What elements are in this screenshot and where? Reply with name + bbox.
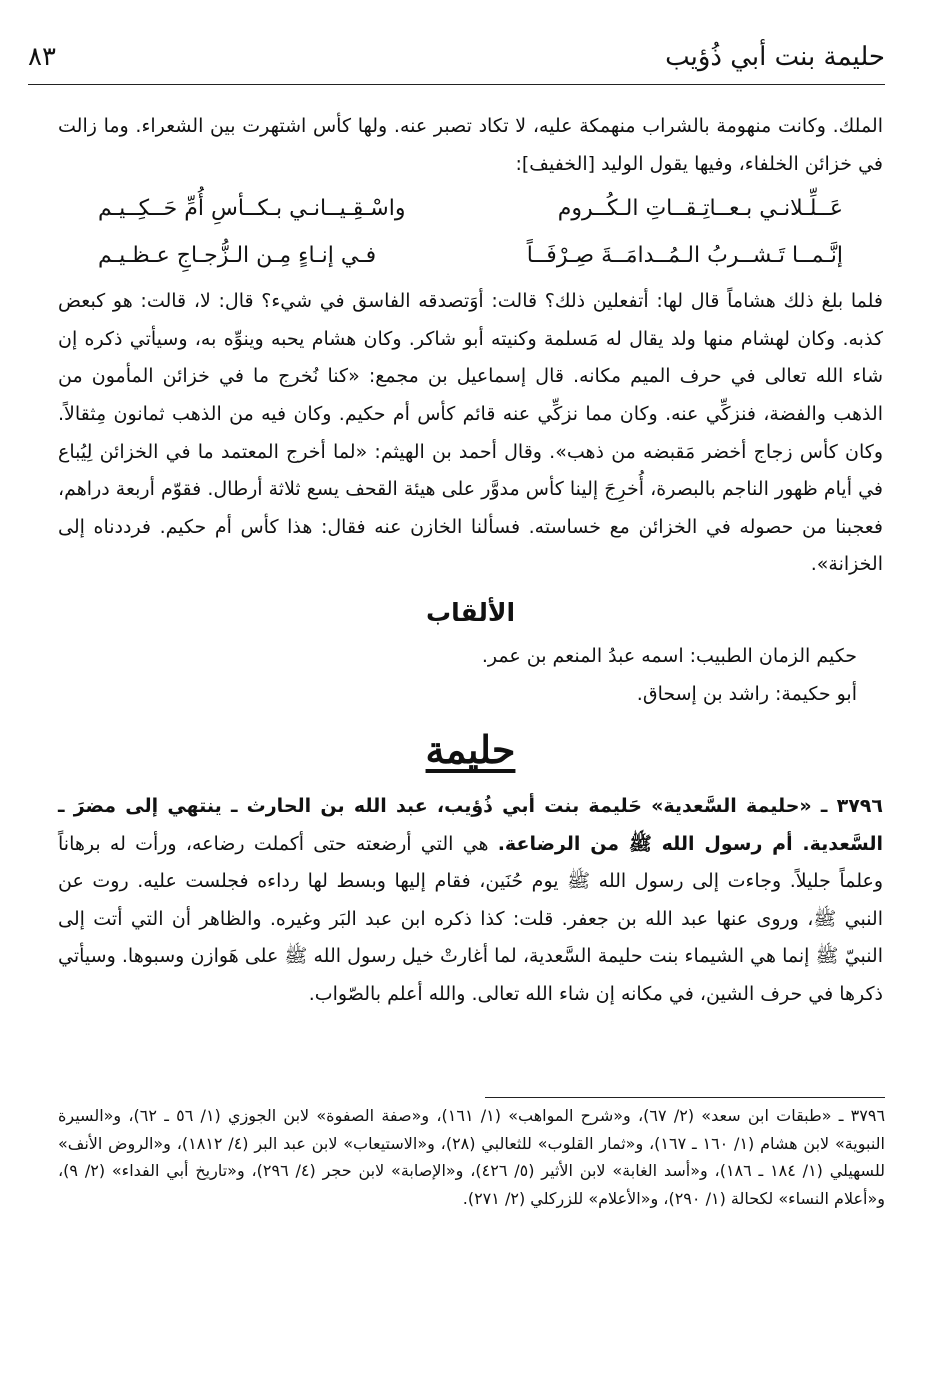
entry-text: هي التي أرضعته حتى أكملت رضاعه، ورأت له برهاناً وعلماً جليلاً. وجاءت إلى رسول الله ﷺ يوم حُنَين، فقام إليها وبسط لها رداءه فجلست عليه. روت عن النبي ﷺ، وروى عنها عبد الله بن جعفر. قلت: كذا ذكره ابن عبد البَر وغيره. والظاهر أن التي أتت إلى النبيّ ﷺ إنما هي الشيماء بنت حليمة السَّعدية، لما أغارتْ خيل رسول الله ﷺ على هَوازن وسبوها. وسيأتي ذكرها في حرف الشين، في مكانه إن شاء الله تعالى. والله أعلم بالصّواب. [58, 832, 883, 1005]
laqab-item: حكيم الزمان الطبيب: اسمه عبدُ المنعم بن عمر. [481, 644, 857, 667]
poem-hemistich-left: فـي إنـاءٍ مِـن الـزُّجـاجِ عـظـيـم [98, 243, 377, 269]
poem-line-1 [98, 185, 843, 232]
poem [98, 185, 843, 279]
entry-lead: ٣٧٩٦ ـ «حليمة السَّعدية» حَليمة بنت أبي ذُؤيب، عبد الله بن الحارث ـ ينتهي إلى مضرَ ـ السَّعدية. أم رسول الله ﷺ من الرضاعة. [58, 794, 883, 855]
laqab-item: أبو حكيمة: راشد بن إسحاق. [636, 682, 857, 705]
entry-paragraph [58, 788, 883, 1014]
alqab-heading: الألقاب [425, 597, 516, 627]
poem-hemistich-left: واسْـقِـيــانـي بـكــأسِ أُمِّ حَــكِــيـم [98, 196, 406, 222]
main-text [58, 108, 883, 1014]
page-number: ٨٣ [28, 42, 56, 72]
footnote: ٣٧٩٦ ـ «طبقات ابن سعد» (٢/ ٦٧)، و«شرح المواهب» (١/ ١٦١)، و«صفة الصفوة» لابن الجوزي (١/ ٥٦ ـ ٦٢)، و«السيرة النبوية» لابن هشام (١/ ١٦٠ ـ ١٦٧)، و«ثمار القلوب» للثعالبي (٢٨)، و«الاستيعاب» لابن عبد البر (٤/ ١٨١٢)، و«الروض الأنف» للسهيلي (١/ ١٨٤ ـ ١٨٦)، و«أسد الغابة» لابن الأثير (٥/ ٤٢٦)، و«الإصابة» لابن حجر (٤/ ٢٩٦)، و«تاريخ أبي الفداء» (٢/ ٩)، و«أعلام النساء» لكحالة (١/ ٢٩٠)، و«الأعلام» للزركلي (٢/ ٢٧١). [58, 1106, 886, 1208]
intro-paragraph-2: فلما بلغ ذلك هشاماً قال لها: أتفعلين ذلك؟ قالت: أوَتصدقه الفاسق في شيء؟ قال: لا، قالت: هو كبعض كذبه. وكان لهشام منها ولد يقال له مَسلمة وكنيته أبو شاكر. وكان هشام يحبه وينوِّه به، وسيأتي ذكره إن شاء الله تعالى في حرف الميم مكانه. قال إسماعيل بن مجمع: «كنا نُخرج ما في خزائن المأمون من الذهب والفضة، فنزكِّي عنه. وكان مما نزكِّي عنه قائم كأس أم حكيم. وكان فيه من الذهب ثمانون مِثقالاً. وكان كأس زجاج أخضر مَقبضه من ذهب». وقال أحمد بن الهيثم: «لما أخرج المعتمد ما في الخزائن لِيُباع في أيام ظهور الناجم بالبصرة، أُخرِجَ إلينا كأس مدوَّر على هيئة القحف يسع ثلاثة أرطال. فقوّم أربعة دراهم، فعجبنا من حصوله في الخزائن مع خساسته. فسألنا الخازن عنه فقال: هذا كأس أم حكيم. فرددناه إلى الخزانة». [58, 290, 883, 576]
entry-heading: حليمة [425, 726, 516, 772]
intro-paragraph-1: الملك. وكانت منهومة بالشراب منهمكة عليه، لا تكاد تصبر عنه. ولها كأس اشتهرت بين الشعراء. وما زالت في خزائن الخلفاء، وفيها يقول الوليد [الخفيف]: [58, 115, 883, 175]
footnote-divider [485, 1097, 885, 1098]
poem-line-2 [98, 232, 843, 279]
poem-hemistich-right: عَــلِّـلانـي بـعــاتِـقــاتِ الـكُــروم [557, 196, 843, 222]
poem-hemistich-right: إنَّـمــا تَـشــربُ الـمُــدامَــةَ صِـرْفَــاً [526, 243, 843, 269]
running-title: حليمة بنت أبي ذُؤيب [665, 42, 885, 72]
page-header [28, 40, 885, 85]
